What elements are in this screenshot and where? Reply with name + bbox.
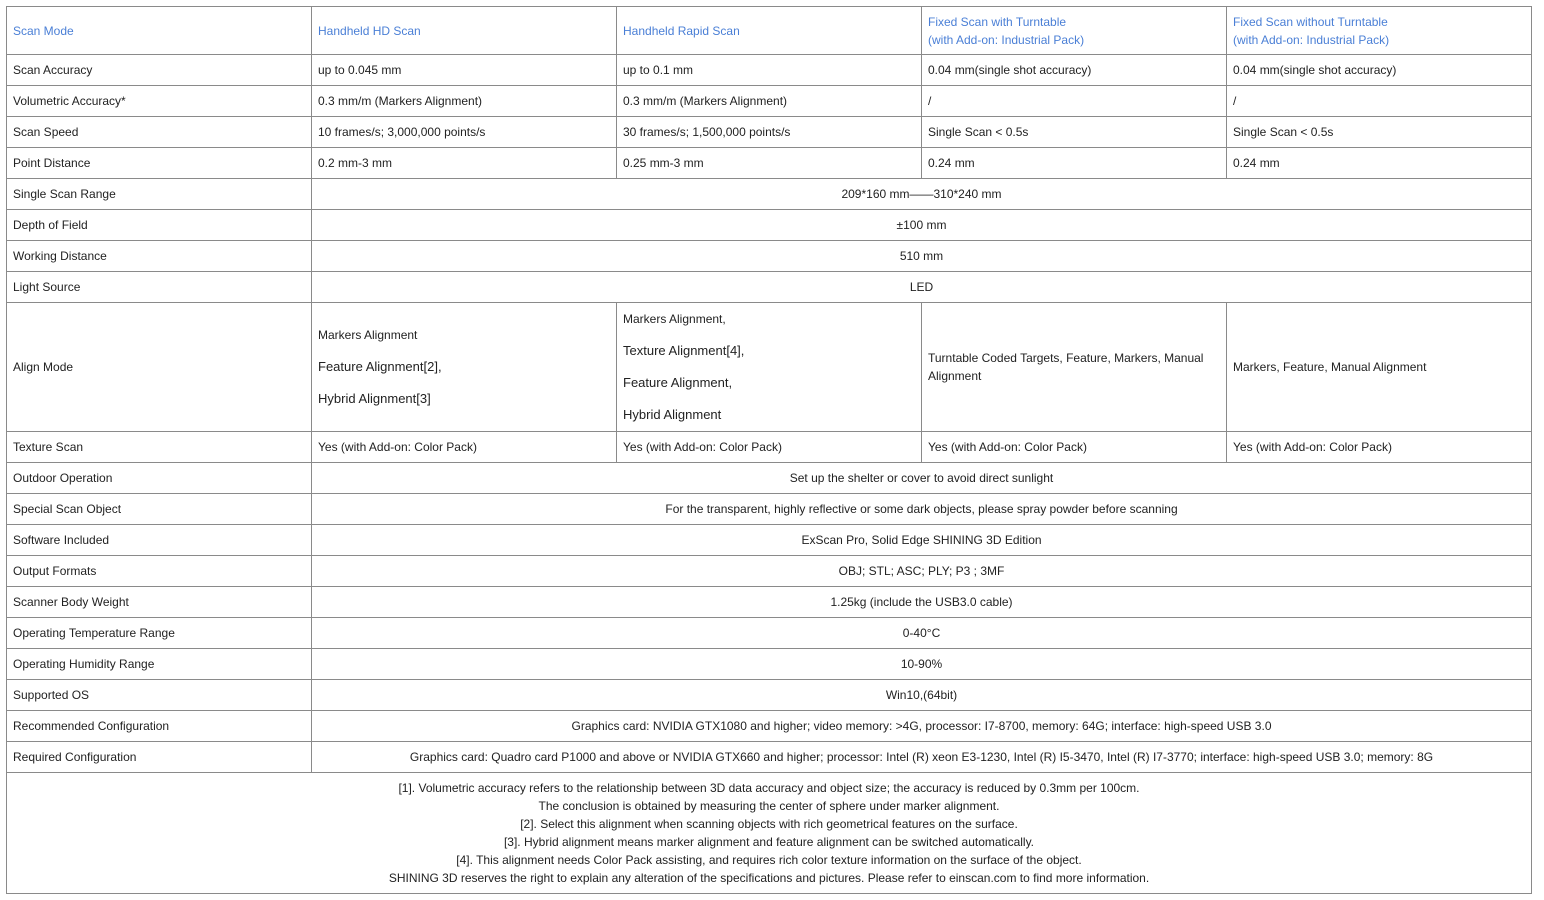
row-software-included [7,525,1532,556]
row-label: Scanner Body Weight [7,587,312,618]
cell: Single Scan < 0.5s [1227,117,1532,148]
footnotes-row [7,773,1532,894]
row-label: Required Configuration [7,742,312,773]
align-item: Hybrid Alignment [623,407,722,422]
header-col-3-title: Fixed Scan with Turntable [928,14,1067,29]
row-light-source [7,272,1532,303]
row-special-scan-object [7,494,1532,525]
row-label: Operating Humidity Range [7,649,312,680]
row-working-distance [7,241,1532,272]
row-scan-speed [7,117,1532,148]
cell-align-col4: Markers, Feature, Manual Alignment [1227,303,1532,432]
footnote-line: [2]. Select this alignment when scanning objects with rich geometrical features on the surface. [520,817,1018,831]
header-col-handheld-rapid [617,7,922,55]
cell: / [922,86,1227,117]
cell: 0.25 mm-3 mm [617,148,922,179]
row-output-formats [7,556,1532,587]
row-label: Texture Scan [7,432,312,463]
row-texture-scan [7,432,1532,463]
row-outdoor-operation [7,463,1532,494]
cell: 30 frames/s; 1,500,000 points/s [617,117,922,148]
cell-span: Graphics card: NVIDIA GTX1080 and higher; video memory: >4G, processor: I7-8700, memory: 64G; interface: high-speed USB 3.0 [312,711,1532,742]
cell: Yes (with Add-on: Color Pack) [1227,432,1532,463]
row-label: Working Distance [7,241,312,272]
row-volumetric-accuracy [7,86,1532,117]
cell-span: LED [312,272,1532,303]
row-label: Scan Accuracy [7,55,312,86]
cell: Single Scan < 0.5s [922,117,1227,148]
row-label: Scan Speed [7,117,312,148]
row-label: Software Included [7,525,312,556]
row-label: Special Scan Object [7,494,312,525]
header-col-handheld-hd [312,7,617,55]
cell-span: 0-40°C [312,618,1532,649]
row-depth-of-field [7,210,1532,241]
cell-span: 1.25kg (include the USB3.0 cable) [312,587,1532,618]
cell-span: OBJ; STL; ASC; PLY; P3 ; 3MF [312,556,1532,587]
cell: Yes (with Add-on: Color Pack) [312,432,617,463]
row-scanner-body-weight [7,587,1532,618]
cell: 0.3 mm/m (Markers Alignment) [312,86,617,117]
row-label: Single Scan Range [7,179,312,210]
cell: 0.04 mm(single shot accuracy) [922,55,1227,86]
cell-align-col3: Turntable Coded Targets, Feature, Markers, Manual Alignment [922,303,1227,432]
row-supported-os [7,680,1532,711]
row-label: Point Distance [7,148,312,179]
header-col-4-subtitle: (with Add-on: Industrial Pack) [1233,32,1390,47]
header-label: Scan Mode [7,7,312,55]
align-item: Hybrid Alignment[3] [318,391,431,406]
align-item: Feature Alignment, [623,375,733,390]
footnotes-cell [7,773,1532,894]
align-item: Markers Alignment [318,328,418,342]
cell-span: Graphics card: Quadro card P1000 and above or NVIDIA GTX660 and higher; processor: Intel (R) xeon E3-1230, Intel (R) I5-3470, Intel (R) I7-3770; interface: high-speed USB 3.0; memory: 8G [312,742,1532,773]
cell: 10 frames/s; 3,000,000 points/s [312,117,617,148]
cell: up to 0.1 mm [617,55,922,86]
cell-span: ExScan Pro, Solid Edge SHINING 3D Edition [312,525,1532,556]
row-label: Depth of Field [7,210,312,241]
cell-align-col1 [312,303,617,432]
footnote-line: [4]. This alignment needs Color Pack assisting, and requires rich color texture information on the surface of the object. [456,853,1082,867]
header-col-fixed-turntable [922,7,1227,55]
spec-table [6,6,1532,894]
header-col-fixed-no-turntable [1227,7,1532,55]
align-item: Feature Alignment[2], [318,359,442,374]
cell-span: 10-90% [312,649,1532,680]
footnote-line: [3]. Hybrid alignment means marker alignment and feature alignment can be switched automatically. [503,835,1035,849]
header-col-4-title: Fixed Scan without Turntable [1233,14,1388,29]
cell: 0.24 mm [1227,148,1532,179]
cell-span: 510 mm [312,241,1532,272]
align-item: Texture Alignment[4], [623,343,745,358]
row-point-distance [7,148,1532,179]
cell-span: 209*160 mm——310*240 mm [312,179,1532,210]
row-label: Output Formats [7,556,312,587]
cell-span: For the transparent, highly reflective or some dark objects, please spray powder before scanning [312,494,1532,525]
header-col-2-title: Handheld Rapid Scan [623,23,740,38]
cell-span: ±100 mm [312,210,1532,241]
row-operating-temperature [7,618,1532,649]
cell: 0.3 mm/m (Markers Alignment) [617,86,922,117]
cell: 0.24 mm [922,148,1227,179]
cell: 0.04 mm(single shot accuracy) [1227,55,1532,86]
cell-align-col2 [617,303,922,432]
cell-span: Set up the shelter or cover to avoid direct sunlight [312,463,1532,494]
cell: Yes (with Add-on: Color Pack) [922,432,1227,463]
cell: / [1227,86,1532,117]
row-label: Outdoor Operation [7,463,312,494]
row-recommended-config [7,711,1532,742]
footnote-line: [1]. Volumetric accuracy refers to the relationship between 3D data accuracy and object size; the accuracy is reduced by 0.3mm per 100cm. [398,781,1140,795]
header-col-1-title: Handheld HD Scan [318,23,421,38]
row-single-scan-range [7,179,1532,210]
cell: Yes (with Add-on: Color Pack) [617,432,922,463]
cell-span: Win10,(64bit) [312,680,1532,711]
row-label: Light Source [7,272,312,303]
footnote-line: SHINING 3D reserves the right to explain any alteration of the specifications and pictures. Please refer to einscan.com to find more information. [388,871,1150,885]
header-row [7,7,1532,55]
footnote-line: The conclusion is obtained by measuring the center of sphere under marker alignment. [538,799,1000,813]
header-col-3-subtitle: (with Add-on: Industrial Pack) [928,32,1085,47]
row-label: Volumetric Accuracy* [7,86,312,117]
cell: 0.2 mm-3 mm [312,148,617,179]
row-label: Align Mode [7,303,312,432]
row-label: Supported OS [7,680,312,711]
row-operating-humidity [7,649,1532,680]
row-label: Recommended Configuration [7,711,312,742]
align-item: Markers Alignment, [623,312,726,326]
row-required-config [7,742,1532,773]
row-label: Operating Temperature Range [7,618,312,649]
cell: up to 0.045 mm [312,55,617,86]
row-scan-accuracy [7,55,1532,86]
row-align-mode [7,303,1532,432]
